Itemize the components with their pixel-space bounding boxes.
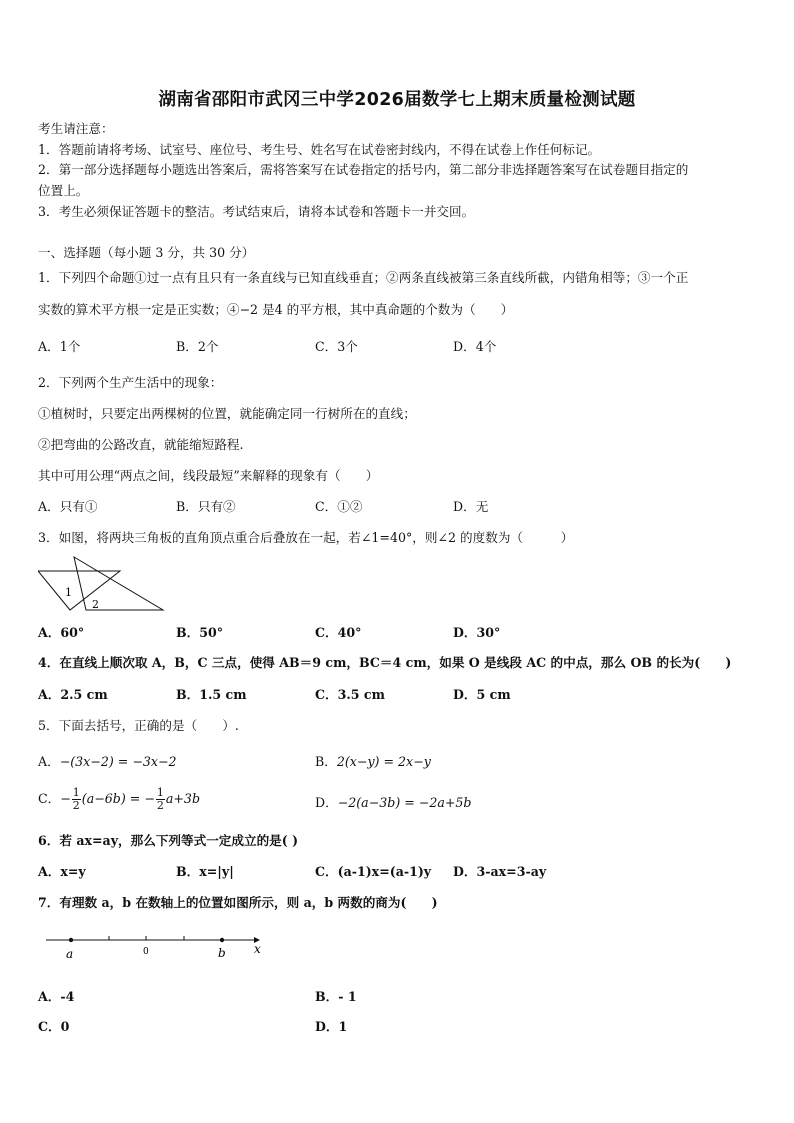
q1-option-c: C．3个 (315, 339, 358, 354)
q2-option-c: C．①② (315, 499, 363, 514)
q6-option-c: C．(a-1)x=(a-1)y (315, 864, 432, 879)
q1-option-d: D．4个 (453, 339, 497, 354)
q6-option-d: D．3-ax=3-ay (453, 864, 547, 879)
angle-1-label: 1 (65, 586, 72, 599)
point-a (69, 938, 73, 942)
q6-option-a: A．x=y (38, 864, 86, 879)
q7-option-b: B．- 1 (315, 989, 357, 1004)
q3-option-d: D．30° (453, 625, 501, 640)
q1-option-b: B．2个 (176, 339, 219, 354)
q2-question: 其中可用公理“两点之间，线段最短”来解释的现象有（ ） (38, 468, 379, 483)
q3-stem: 3．如图，将两块三角板的直角顶点重合后叠放在一起，若∠1=40°，则∠2 的度数为（ ） (38, 530, 574, 545)
angle-2-label: 2 (92, 598, 99, 611)
label-zero: 0 (143, 947, 149, 957)
q6-option-b: B．x=|y| (176, 864, 234, 879)
q5-option-d: D．−2(a−3b) = −2a+5b (315, 795, 472, 810)
q2-item-2: ②把弯曲的公路改直，就能缩短路程. (38, 437, 244, 452)
q5-stem: 5．下面去括号，正确的是（ ）. (38, 718, 239, 733)
q4-option-c: C．3.5 cm (315, 687, 385, 702)
notice-item-3: 3．考生必须保证答题卡的整洁。考试结束后，请将本试卷和答题卡一并交回。 (38, 204, 475, 219)
q2-option-b: B．只有② (176, 499, 236, 514)
notice-item-1: 1．答题前请将考场、试室号、座位号、考生号、姓名写在试卷密封线内，不得在试卷上作任何标记。 (38, 142, 601, 157)
q1-stem-line1: 1．下列四个命题①过一点有且只有一条直线与已知直线垂直；②两条直线被第三条直线所截，内错角相等；③一个正 (38, 270, 689, 285)
page-title: 湖南省邵阳市武冈三中学2026届数学七上期末质量检测试题 (158, 90, 636, 110)
q3-triangles-figure (38, 555, 168, 613)
point-b (220, 938, 224, 942)
q7-option-d: D．1 (315, 1019, 348, 1034)
q5-option-b: B．2(x−y) = 2x−y (315, 754, 431, 769)
q7-number-line (44, 928, 274, 964)
q2-option-a: A．只有① (38, 499, 98, 514)
notice-item-2: 2．第一部分选择题每小题选出答案后，需将答案写在试卷指定的括号内，第二部分非选择题答案写在试卷题目指定的 (38, 162, 689, 177)
q7-stem: 7．有理数 a，b 在数轴上的位置如图所示，则 a，b 两数的商为( ) (38, 895, 438, 910)
notice-heading: 考生请注意： (38, 121, 114, 136)
q4-option-a: A．2.5 cm (38, 687, 108, 702)
label-a: a (66, 947, 74, 961)
label-x: x (254, 942, 261, 956)
q4-option-b: B．1.5 cm (176, 687, 247, 702)
q7-option-c: C．0 (38, 1019, 70, 1034)
q7-option-a: A．-4 (38, 989, 75, 1004)
q2-item-1: ①植树时，只要定出两棵树的位置，就能确定同一行树所在的直线； (38, 406, 416, 421)
notice-item-2-cont: 位置上。 (38, 183, 89, 198)
q3-option-a: A．60° (38, 625, 85, 640)
q4-stem: 4．在直线上顺次取 A，B，C 三点，使得 AB＝9 cm，BC＝4 cm，如果 O 是线段 AC 的中点，那么 OB 的长为( ) (38, 655, 732, 670)
q3-option-c: C．40° (315, 625, 362, 640)
q4-option-d: D．5 cm (453, 687, 511, 702)
section-heading: 一、选择题（每小题 3 分，共 30 分） (38, 245, 255, 260)
q5-option-a: A．−(3x−2) = −3x−2 (38, 754, 177, 769)
q5-option-c: C．− $\frac{1}{2}$ (a−6b) = − $\frac{1}{2}$ a+3b (38, 786, 201, 812)
q1-stem-line2: 实数的算术平方根一定是正实数；④−2 是4 的平方根，其中真命题的个数为（ ） (38, 302, 514, 317)
q2-option-d: D．无 (453, 499, 489, 514)
q1-option-a: A．1个 (38, 339, 81, 354)
q3-option-b: B．50° (176, 625, 224, 640)
label-b: b (218, 946, 226, 960)
q6-stem: 6．若 ax=ay，那么下列等式一定成立的是( ) (38, 833, 299, 848)
q2-stem: 2．下列两个生产生活中的现象： (38, 375, 223, 390)
triangle-2 (74, 557, 163, 610)
